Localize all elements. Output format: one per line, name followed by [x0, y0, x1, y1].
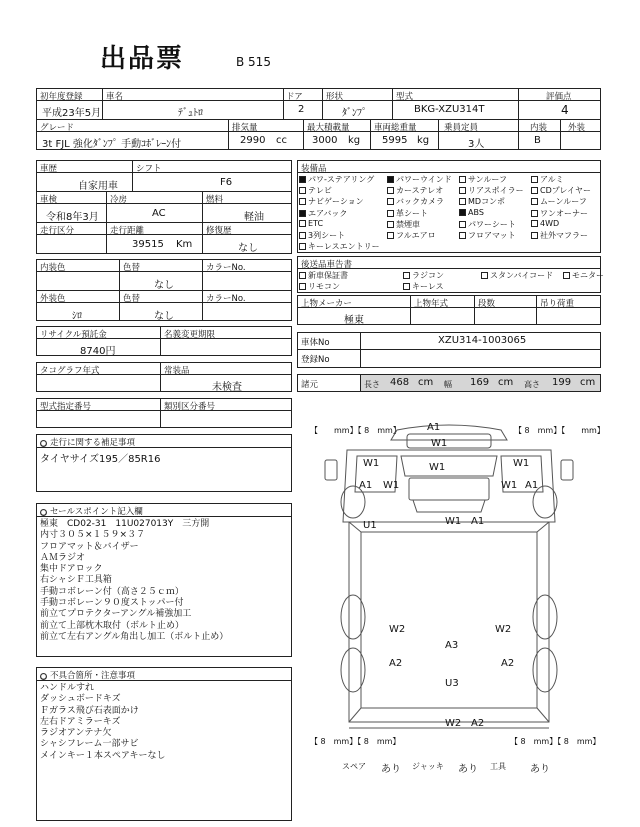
mark-u3: U3: [445, 678, 459, 689]
shift-value: F6: [220, 177, 233, 188]
inspection-value: 令和8年3月: [46, 212, 99, 223]
mark-w1-top: W1: [431, 438, 448, 449]
distance-label: 走行距離: [110, 226, 145, 236]
fuel-value: 軽油: [244, 212, 264, 223]
model-no-label: 型式指定番号: [40, 402, 92, 412]
max-load-unit: kg: [348, 135, 361, 146]
max-load-value: 3000: [312, 135, 338, 146]
sales-point-line: 内寸３０５×１５９×３７: [40, 530, 146, 541]
usage-value: 自家用車: [78, 181, 118, 192]
checkbox-icon: [387, 210, 394, 217]
checkbox-icon: [459, 198, 466, 205]
equipment-label: 装備品: [301, 164, 327, 174]
mark-w1-mid: W1: [445, 516, 462, 527]
spare-label: スペア: [342, 762, 366, 771]
aftermarket-item-label: キーレス: [412, 282, 444, 291]
sales-point-line: ＡＭラジオ: [40, 552, 86, 563]
tacho-label: タコグラフ年式: [40, 366, 100, 376]
name-change-label: 名義変更期限: [164, 330, 216, 340]
mark-w2-bot: W2: [445, 718, 462, 729]
sales-point-line: 前立て左右アングル角出し加工（ボルト止め）: [40, 631, 229, 642]
equipment-item-label: カーステレオ: [396, 186, 444, 196]
bullet-icon: ●: [40, 440, 47, 447]
ext-color-label: 外装色: [40, 294, 66, 304]
defect-line: ラジオアンテナ欠: [40, 728, 112, 739]
length-value: 468: [390, 377, 410, 388]
aftermarket-item: [403, 270, 444, 281]
checkbox-icon: [299, 232, 306, 239]
length-label: 長さ: [364, 380, 380, 389]
checkbox-icon: [387, 221, 394, 228]
height-label: 高さ: [524, 380, 540, 389]
bullet-icon: ●: [40, 509, 47, 516]
mark-w2-r: W2: [495, 624, 512, 635]
mark-a1-l: A1: [359, 480, 373, 491]
checkbox-icon: [387, 232, 394, 239]
distance-unit: Km: [176, 239, 193, 250]
score-label: 評価点: [546, 92, 572, 102]
checkbox-icon: [299, 198, 306, 205]
defect-line: シャシフレーム一部サビ: [40, 739, 139, 750]
ext-color-value: ｼﾛ: [72, 311, 82, 322]
equipment-item: [387, 185, 443, 196]
recycle-value: 8740円: [80, 346, 116, 357]
int-colorno-label: カラーNo.: [206, 263, 246, 273]
ext-colorno-label: カラーNo.: [206, 294, 246, 304]
aftermarket-item: [563, 270, 604, 281]
mark-w2-l: W2: [389, 624, 406, 635]
checkbox-icon: [531, 220, 538, 227]
equipment-item-label: リアスポイラー: [468, 186, 524, 196]
inspection-label: 車検: [40, 195, 58, 205]
checkbox-icon: [299, 220, 306, 227]
equipment-item-label: パワーシート: [468, 219, 516, 229]
aftermarket-item: [299, 270, 348, 281]
checkbox-icon: [459, 232, 466, 239]
equipment-item-label: フロアマット: [468, 231, 516, 240]
grade-value: 3t FJL 強化ﾀﾞﾝﾌﾟ 手動ｺﾎﾞﾚｰﾝ付: [42, 139, 182, 150]
equipment-item-label: 革シート: [396, 208, 428, 218]
equipment-item: [531, 230, 588, 241]
sales-point-line: 右シャシＦ工具箱: [40, 575, 112, 586]
bullet-icon: ●: [40, 673, 47, 680]
fuel-label: 燃料: [206, 195, 224, 205]
gross-weight-label: 車両総重量: [374, 123, 417, 133]
equipment-item: [387, 219, 420, 230]
spare-value: あり: [381, 764, 401, 775]
chassis-value: XZU314-1003065: [438, 335, 527, 346]
displacement-value: 2990: [240, 135, 266, 146]
equipment-item-label: キーレスエントリー: [308, 242, 380, 252]
sales-points-label: ● セールスポイント記入欄: [40, 507, 143, 517]
aftermarket-item: [481, 270, 553, 281]
distance-value: 39515: [132, 239, 164, 250]
shape-value: ﾀﾞﾝﾌﾟ: [342, 108, 367, 119]
sales-points-list: [40, 519, 290, 643]
checkbox-checked-icon: [459, 209, 466, 216]
checkbox-icon: [299, 243, 306, 250]
sales-point-line: 手動コボレーン付（高さ２５ｃｍ）: [40, 586, 184, 597]
doors-value: 2: [298, 104, 305, 115]
mark-a3: A3: [445, 640, 459, 651]
equipment-item-label: パワ-ステアリング: [308, 175, 375, 184]
tread-rear-left: 【 8 mm】【 8 mm】: [310, 737, 401, 746]
recycle-label: リサイクル預託金: [40, 330, 107, 340]
mark-a1-r: A1: [525, 480, 539, 491]
defect-line: メインキー１本スペアキーなし: [40, 750, 166, 761]
equipment-item-label: テレビ: [308, 186, 332, 196]
equipment-item-label: サンルーフ: [468, 175, 507, 184]
checkbox-checked-icon: [299, 176, 306, 183]
doors-label: ドア: [286, 92, 303, 102]
score-value: 4: [561, 103, 569, 117]
tools-label: 工具: [490, 762, 506, 771]
equipment-item: [299, 219, 323, 228]
equipment-item-label: 禁煙車: [396, 219, 420, 229]
defect-line: ダッシュボードキズ: [40, 694, 121, 705]
width-unit: cm: [498, 377, 514, 388]
equipment-item: [531, 185, 591, 196]
sales-point-line: 前立てプロテクターアングル補強加工: [40, 609, 192, 620]
width-value: 169: [470, 377, 490, 388]
defect-line: ハンドルすれ: [40, 683, 95, 693]
aftermarket-item-label: ラジコン: [412, 271, 444, 280]
mark-w1-center: W1: [429, 462, 446, 473]
aftermarket-item: [403, 281, 444, 292]
checkbox-icon: [531, 198, 538, 205]
displacement-label: 排気量: [232, 123, 258, 133]
equipment-item-label: アルミ: [540, 175, 564, 184]
shape-label: 形状: [326, 92, 344, 102]
capacity-value: 3人: [468, 139, 485, 150]
checkbox-checked-icon: [387, 176, 394, 183]
mark-a1-mid: A1: [471, 516, 485, 527]
body-year-label: 上物年式: [414, 299, 449, 309]
equipment-item: [459, 196, 505, 207]
checkbox-icon: [299, 187, 306, 194]
equipment-item-label: ABS: [468, 207, 484, 217]
equipment-item: [387, 196, 444, 207]
lot-number: B 515: [236, 55, 271, 69]
checkbox-icon: [299, 283, 306, 290]
int-color-label: 内装色: [40, 263, 66, 273]
mark-a2-bot: A2: [471, 718, 485, 729]
width-label: 幅: [444, 380, 452, 389]
repair-value: なし: [238, 243, 258, 254]
usage-label: 車歴: [40, 164, 58, 174]
sales-point-line: 前立て上部枕木取付（ボルト止め）: [40, 620, 185, 631]
height-unit: cm: [580, 377, 596, 388]
mark-a2-l: A2: [389, 658, 403, 669]
sales-point-line: 集中ドアロック: [40, 564, 103, 575]
shift-label: シフト: [136, 164, 162, 174]
equipment-item: [299, 230, 345, 241]
equipment-item: [459, 185, 524, 196]
defects-label: ● 不具合箇所・注意事項: [40, 671, 136, 681]
checkbox-icon: [459, 187, 466, 194]
equipment-item-label: フルエアロ: [396, 231, 436, 240]
category-no-label: 類別区分番号: [164, 402, 216, 412]
checkbox-icon: [531, 187, 538, 194]
checkbox-icon: [299, 272, 306, 279]
equipment-item: [531, 196, 587, 207]
drive-notes-text: タイヤサイズ195／85R16: [40, 454, 161, 465]
mileage-class-label: 走行区分: [40, 226, 75, 236]
equipment-item: [299, 174, 374, 185]
displacement-unit: cc: [276, 135, 287, 146]
model-label: 型式: [396, 92, 414, 102]
mark-w1-r: W1: [501, 480, 518, 491]
mark-u1: U1: [363, 520, 377, 531]
maker-label: 上物メーカー: [301, 299, 352, 309]
chassis-label: 車体No: [301, 338, 330, 348]
aftermarket-item: [299, 281, 340, 292]
defect-line: 左右ドアミラーキズ: [40, 716, 121, 727]
defects-list: [40, 683, 290, 762]
aftermarket-item-label: モニター: [572, 271, 604, 280]
repair-label: 修復歴: [206, 226, 232, 236]
checkbox-icon: [459, 176, 466, 183]
int-change-label: 色替: [123, 263, 141, 273]
reg-no-label: 登録No: [301, 355, 330, 365]
tread-rear-right: 【 8 mm】【 8 mm】: [510, 737, 601, 746]
model-value: BKG-XZU314T: [414, 104, 485, 115]
equipment-item: [531, 219, 559, 228]
checkbox-icon: [481, 272, 488, 279]
dims-label: 諸元: [301, 380, 319, 390]
checkbox-icon: [403, 272, 410, 279]
equipment-item: [459, 174, 507, 185]
equipment-item-label: バックカメラ: [396, 197, 444, 207]
ac-label: 冷房: [110, 195, 128, 205]
max-load-label: 最大積載量: [307, 123, 350, 133]
mark-a2-r: A2: [501, 658, 515, 669]
checkbox-icon: [459, 221, 466, 228]
equipment-item: [299, 185, 332, 196]
aftermarket-label: 後送品車告書: [301, 260, 353, 270]
checkbox-icon: [403, 283, 410, 290]
aftermarket-item-label: スタンバイコード: [490, 271, 554, 280]
equipment-item-label: ワンオーナー: [540, 208, 588, 218]
mark-w1-l: W1: [383, 480, 400, 491]
ext-change-label: 色替: [123, 294, 141, 304]
sales-point-line: 極東 CD02-31 11U027013Y 三方開: [40, 519, 210, 529]
equipment-item: [459, 230, 516, 241]
equipment-item-label: ETC: [308, 218, 324, 228]
equipment-item-label: CDプレイヤー: [540, 186, 592, 196]
equipment-item-label: ムーンルーフ: [540, 197, 587, 207]
equipment-item-label: 4WD: [540, 218, 560, 228]
int-change-value: なし: [154, 280, 174, 291]
exterior-label: 外装: [568, 123, 586, 133]
equipment-item: [299, 208, 347, 219]
aftermarket-item-label: リモコン: [308, 282, 340, 291]
maker-value: 極東: [344, 315, 364, 326]
defect-line: Ｆガラス飛び石表面かけ: [40, 705, 139, 716]
tread-front-right: 【 8 mm】【 mm】: [514, 426, 605, 435]
ext-change-value: なし: [154, 311, 174, 322]
sales-point-line: 手動コボレーン９０度ストッパー付: [40, 598, 184, 609]
equipment-item-label: エアバック: [308, 208, 348, 218]
sales-point-line: フロアマット＆バイザー: [40, 541, 139, 552]
equipment-item-label: パワーウインド: [396, 175, 452, 184]
jack-label: ジャッキ: [412, 762, 444, 771]
equipment-item-label: ナビゲーション: [308, 197, 364, 207]
drive-notes-label: ● 走行に関する補足事項: [40, 438, 136, 448]
equipment-item: [459, 219, 516, 230]
truck-diagram: [297, 412, 601, 742]
mark-w1-right: W1: [513, 458, 530, 469]
equipment-item-label: MDコンポ: [468, 197, 506, 207]
ordinary-value: 未検査: [212, 382, 242, 393]
equipment-item: [387, 230, 436, 241]
interior-value: B: [534, 135, 541, 146]
mark-w1-left: W1: [363, 458, 380, 469]
gross-weight-value: 5995: [382, 135, 408, 146]
equipment-item: [299, 241, 380, 252]
first-reg-label: 初年度登録: [40, 92, 83, 102]
equipment-item-label: 3列シート: [308, 231, 346, 240]
checkbox-icon: [563, 272, 570, 279]
car-name-value: ﾃﾞｭﾄﾛ: [178, 108, 203, 119]
checkbox-checked-icon: [299, 210, 306, 217]
equipment-item: [299, 196, 364, 207]
mark-a1-top: A1: [427, 422, 441, 433]
car-name-label: 車名: [106, 92, 124, 102]
interior-label: 内装: [530, 123, 548, 133]
equipment-item: [387, 208, 428, 219]
gross-weight-unit: kg: [417, 135, 430, 146]
checkbox-icon: [531, 176, 538, 183]
length-unit: cm: [418, 377, 434, 388]
equipment-item: [531, 208, 588, 219]
checkbox-icon: [531, 232, 538, 239]
height-value: 199: [552, 377, 572, 388]
ordinary-label: 常装品: [164, 366, 190, 376]
grade-label: グレード: [40, 123, 75, 133]
aftermarket-item-label: 新車保証書: [308, 271, 348, 280]
equipment-item: [459, 208, 484, 217]
checkbox-icon: [531, 210, 538, 217]
load-label: 吊り荷重: [540, 299, 575, 309]
first-reg-value: 平成23年5月: [42, 108, 102, 119]
equipment-item: [387, 174, 452, 185]
page-title: 出品票: [100, 44, 185, 74]
ac-value: AC: [152, 208, 166, 219]
equipment-item: [531, 174, 564, 185]
jack-value: あり: [458, 764, 478, 775]
equipment-item-label: 社外マフラー: [540, 231, 588, 240]
tools-value: あり: [530, 764, 550, 775]
tread-front-left: 【 mm】【 8 mm】: [310, 426, 401, 435]
checkbox-icon: [387, 187, 394, 194]
steps-label: 段数: [478, 299, 496, 309]
checkbox-icon: [387, 198, 394, 205]
capacity-label: 乗員定員: [444, 123, 479, 133]
